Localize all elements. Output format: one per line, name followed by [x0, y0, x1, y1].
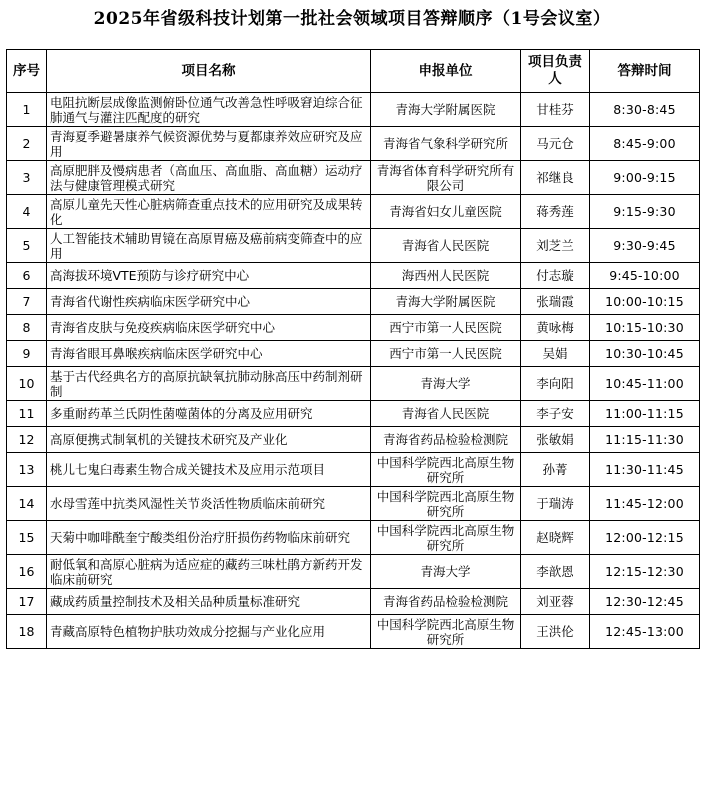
project-name: 青海省眼耳鼻喉疾病临床医学研究中心 [47, 341, 371, 367]
project-leader: 蒋秀莲 [521, 195, 590, 229]
defense-time: 10:15-10:30 [590, 315, 700, 341]
applicant-unit: 青海大学 [371, 555, 521, 589]
schedule-table [6, 49, 700, 649]
project-name: 天菊中咖啡酰奎宁酸类组份治疗肝损伤药物临床前研究 [47, 521, 371, 555]
row-number: 10 [7, 367, 47, 401]
project-name: 基于古代经典名方的高原抗缺氧抗肺动脉高压中药制剂研制 [47, 367, 371, 401]
project-name: 电阻抗断层成像监测俯卧位通气改善急性呼吸窘迫综合征肺通气与灌注匹配度的研究 [47, 93, 371, 127]
applicant-unit: 青海省妇女儿童医院 [371, 195, 521, 229]
table-row [7, 341, 700, 367]
defense-time: 9:15-9:30 [590, 195, 700, 229]
row-number: 2 [7, 127, 47, 161]
table-row [7, 195, 700, 229]
table-header-row [7, 50, 700, 93]
defense-time: 11:15-11:30 [590, 427, 700, 453]
applicant-unit: 青海省人民医院 [371, 401, 521, 427]
table-row [7, 589, 700, 615]
table-row [7, 555, 700, 589]
project-name: 青海夏季避暑康养气候资源优势与夏都康养效应研究及应用 [47, 127, 371, 161]
header-applicant-unit: 申报单位 [371, 50, 521, 93]
project-name: 青海省代谢性疾病临床医学研究中心 [47, 289, 371, 315]
row-number: 5 [7, 229, 47, 263]
row-number: 18 [7, 615, 47, 649]
table-row [7, 161, 700, 195]
row-number: 6 [7, 263, 47, 289]
table-row [7, 367, 700, 401]
header-project-leader: 项目负责人 [521, 50, 590, 93]
defense-time: 9:30-9:45 [590, 229, 700, 263]
project-leader: 李歆恩 [521, 555, 590, 589]
table-row [7, 427, 700, 453]
project-name: 高原儿童先天性心脏病筛查重点技术的应用研究及成果转化 [47, 195, 371, 229]
row-number: 1 [7, 93, 47, 127]
project-leader: 刘芝兰 [521, 229, 590, 263]
table-row [7, 127, 700, 161]
applicant-unit: 西宁市第一人民医院 [371, 315, 521, 341]
project-name: 耐低氧和高原心脏病为适应症的藏药三味杜鹃方新药开发临床前研究 [47, 555, 371, 589]
table-row [7, 263, 700, 289]
table-row [7, 93, 700, 127]
table-row [7, 229, 700, 263]
table-row [7, 289, 700, 315]
project-name: 藏成药质量控制技术及相关品种质量标准研究 [47, 589, 371, 615]
project-leader: 祁继良 [521, 161, 590, 195]
row-number: 13 [7, 453, 47, 487]
project-leader: 刘亚蓉 [521, 589, 590, 615]
row-number: 16 [7, 555, 47, 589]
row-number: 12 [7, 427, 47, 453]
project-name: 青海省皮肤与免疫疾病临床医学研究中心 [47, 315, 371, 341]
row-number: 14 [7, 487, 47, 521]
applicant-unit: 青海省药品检验检测院 [371, 427, 521, 453]
project-name: 多重耐药革兰氏阴性菌噬菌体的分离及应用研究 [47, 401, 371, 427]
project-leader: 吴娟 [521, 341, 590, 367]
header-no: 序号 [7, 50, 47, 93]
row-number: 15 [7, 521, 47, 555]
applicant-unit: 青海大学 [371, 367, 521, 401]
row-number: 17 [7, 589, 47, 615]
defense-time: 11:45-12:00 [590, 487, 700, 521]
project-leader: 于瑞涛 [521, 487, 590, 521]
defense-time: 10:30-10:45 [590, 341, 700, 367]
applicant-unit: 青海省气象科学研究所 [371, 127, 521, 161]
row-number: 9 [7, 341, 47, 367]
project-name: 高原肥胖及慢病患者（高血压、高血脂、高血糖）运动疗法与健康管理模式研究 [47, 161, 371, 195]
project-leader: 付志璇 [521, 263, 590, 289]
defense-time: 8:30-8:45 [590, 93, 700, 127]
applicant-unit: 中国科学院西北高原生物研究所 [371, 487, 521, 521]
project-leader: 赵晓辉 [521, 521, 590, 555]
header-project-name: 项目名称 [47, 50, 371, 93]
defense-time: 8:45-9:00 [590, 127, 700, 161]
defense-time: 10:00-10:15 [590, 289, 700, 315]
defense-time: 12:30-12:45 [590, 589, 700, 615]
row-number: 8 [7, 315, 47, 341]
applicant-unit: 青海大学附属医院 [371, 93, 521, 127]
defense-time: 9:45-10:00 [590, 263, 700, 289]
applicant-unit: 西宁市第一人民医院 [371, 341, 521, 367]
project-name: 青藏高原特色植物护肤功效成分挖掘与产业化应用 [47, 615, 371, 649]
project-name: 人工智能技术辅助胃镜在高原胃癌及癌前病变筛查中的应用 [47, 229, 371, 263]
defense-time: 11:00-11:15 [590, 401, 700, 427]
project-name: 桃儿七鬼臼毒素生物合成关键技术及应用示范项目 [47, 453, 371, 487]
table-row [7, 521, 700, 555]
applicant-unit: 中国科学院西北高原生物研究所 [371, 615, 521, 649]
applicant-unit: 海西州人民医院 [371, 263, 521, 289]
header-defense-time: 答辩时间 [590, 50, 700, 93]
row-number: 11 [7, 401, 47, 427]
row-number: 3 [7, 161, 47, 195]
table-row [7, 401, 700, 427]
defense-time: 12:15-12:30 [590, 555, 700, 589]
applicant-unit: 青海省药品检验检测院 [371, 589, 521, 615]
project-leader: 黄咏梅 [521, 315, 590, 341]
defense-time: 9:00-9:15 [590, 161, 700, 195]
defense-time: 10:45-11:00 [590, 367, 700, 401]
project-leader: 张瑞霞 [521, 289, 590, 315]
table-row [7, 453, 700, 487]
table-row [7, 615, 700, 649]
project-leader: 孙菁 [521, 453, 590, 487]
applicant-unit: 中国科学院西北高原生物研究所 [371, 453, 521, 487]
project-leader: 甘桂芬 [521, 93, 590, 127]
defense-time: 12:45-13:00 [590, 615, 700, 649]
project-leader: 李向阳 [521, 367, 590, 401]
row-number: 4 [7, 195, 47, 229]
project-name: 高海拔环境VTE预防与诊疗研究中心 [47, 263, 371, 289]
table-row [7, 315, 700, 341]
applicant-unit: 青海省人民医院 [371, 229, 521, 263]
project-name: 水母雪莲中抗类风湿性关节炎活性物质临床前研究 [47, 487, 371, 521]
project-leader: 马元仓 [521, 127, 590, 161]
project-leader: 李子安 [521, 401, 590, 427]
project-leader: 王洪伦 [521, 615, 590, 649]
project-name: 高原便携式制氧机的关键技术研究及产业化 [47, 427, 371, 453]
defense-time: 12:00-12:15 [590, 521, 700, 555]
page-title: 2025年省级科技计划第一批社会领域项目答辩顺序（1号会议室） [93, 9, 611, 29]
defense-time: 11:30-11:45 [590, 453, 700, 487]
row-number: 7 [7, 289, 47, 315]
applicant-unit: 青海省体育科学研究所有限公司 [371, 161, 521, 195]
project-leader: 张敏娟 [521, 427, 590, 453]
applicant-unit: 青海大学附属医院 [371, 289, 521, 315]
applicant-unit: 中国科学院西北高原生物研究所 [371, 521, 521, 555]
table-row [7, 487, 700, 521]
